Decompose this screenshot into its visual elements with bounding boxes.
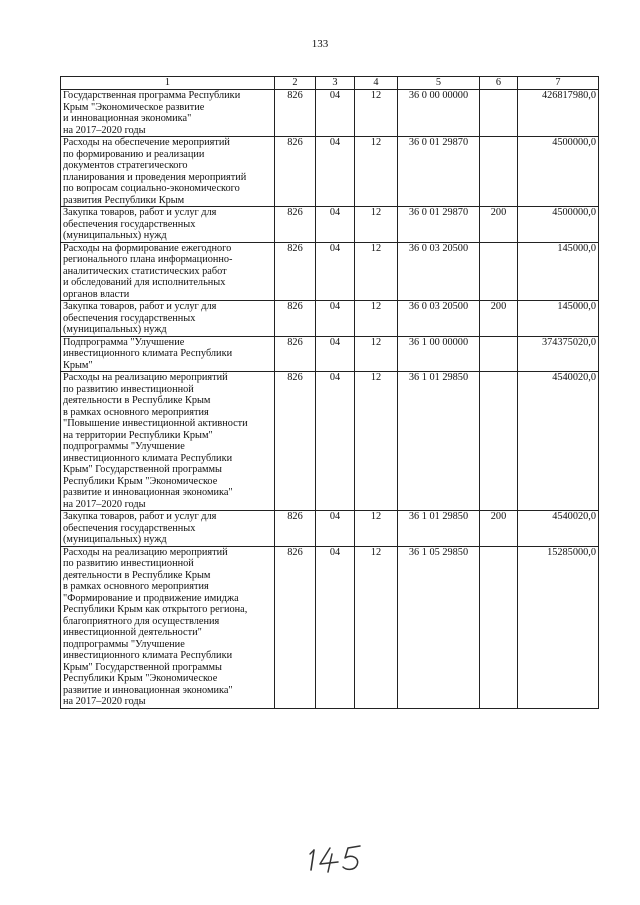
row-target-article: 36 0 01 29870 [398,137,480,207]
row-section-code: 04 [316,511,355,547]
row-ministry-code: 826 [275,90,316,137]
header-col-1: 1 [61,77,275,90]
row-target-article: 36 0 03 20500 [398,242,480,301]
row-amount: 145000,0 [518,242,599,301]
row-ministry-code: 826 [275,546,316,708]
row-amount: 4500000,0 [518,137,599,207]
row-section-code: 04 [316,207,355,243]
row-name: Подпрограмма "Улучшение инвестиционного климата Республики Крым" [61,336,275,372]
table-row [61,546,599,708]
header-col-4: 4 [355,77,398,90]
row-target-article: 36 1 01 29850 [398,511,480,547]
row-expense-type: 200 [480,207,518,243]
row-subsection-code: 12 [355,372,398,511]
row-amount: 15285000,0 [518,546,599,708]
table-row [61,372,599,511]
row-section-code: 04 [316,336,355,372]
row-subsection-code: 12 [355,336,398,372]
row-ministry-code: 826 [275,242,316,301]
row-expense-type: 200 [480,511,518,547]
row-name: Расходы на реализацию мероприятий по развитию инвестиционной деятельности в Республике Крым в рамках основного мероприятия "Повышение инвестиционной активности на территории Республики Крым" подпрограммы "Улучшение инвестиционного климата Республики Крым" Государственной программы Республики Крым "Экономическое развитие и инновационная экономика" на 2017–2020 годы [61,372,275,511]
row-section-code: 04 [316,301,355,337]
row-name: Расходы на реализацию мероприятий по развитию инвестиционной деятельности в Республике Крым в рамках основного мероприятия "Формирование и продвижение имиджа Республики Крым как открытого региона, благоприятного для осуществления инвестиционной деятельности" подпрограммы "Улучшение инвестиционного климата Республики Крым" Государственной программы Республики Крым "Экономическое развитие и инновационная экономика" на 2017–2020 годы [61,546,275,708]
row-target-article: 36 0 03 20500 [398,301,480,337]
row-section-code: 04 [316,137,355,207]
row-target-article: 36 0 00 00000 [398,90,480,137]
handwritten-page-number [308,840,368,874]
row-target-article: 36 1 05 29850 [398,546,480,708]
header-col-5: 5 [398,77,480,90]
table-row [61,137,599,207]
row-name: Закупка товаров, работ и услуг для обеспечения государственных (муниципальных) нужд [61,511,275,547]
row-section-code: 04 [316,372,355,511]
row-subsection-code: 12 [355,90,398,137]
row-section-code: 04 [316,546,355,708]
row-section-code: 04 [316,90,355,137]
row-amount: 4540020,0 [518,511,599,547]
header-col-3: 3 [316,77,355,90]
header-col-2: 2 [275,77,316,90]
row-section-code: 04 [316,242,355,301]
budget-table [60,76,599,709]
row-expense-type [480,372,518,511]
row-expense-type [480,137,518,207]
table-row [61,207,599,243]
row-target-article: 36 1 00 00000 [398,336,480,372]
row-ministry-code: 826 [275,137,316,207]
row-expense-type [480,242,518,301]
row-expense-type [480,546,518,708]
row-name: Закупка товаров, работ и услуг для обеспечения государственных (муниципальных) нужд [61,207,275,243]
row-ministry-code: 826 [275,301,316,337]
row-subsection-code: 12 [355,511,398,547]
row-subsection-code: 12 [355,301,398,337]
row-name: Государственная программа Республики Крым "Экономическое развитие и инновационная экономика" на 2017–2020 годы [61,90,275,137]
row-amount: 374375020,0 [518,336,599,372]
row-target-article: 36 1 01 29850 [398,372,480,511]
row-subsection-code: 12 [355,546,398,708]
row-amount: 426817980,0 [518,90,599,137]
row-name: Закупка товаров, работ и услуг для обеспечения государственных (муниципальных) нужд [61,301,275,337]
row-name: Расходы на обеспечение мероприятий по формированию и реализации документов стратегического планирования и проведения мероприятий по вопросам социально-экономического развития Республики Крым [61,137,275,207]
header-col-6: 6 [480,77,518,90]
row-expense-type [480,336,518,372]
row-amount: 4500000,0 [518,207,599,243]
table-row [61,90,599,137]
row-subsection-code: 12 [355,242,398,301]
row-ministry-code: 826 [275,372,316,511]
table-header-row [61,77,599,90]
row-target-article: 36 0 01 29870 [398,207,480,243]
row-name: Расходы на формирование ежегодного регионального плана информационно- аналитических статистических работ и обследований для исполнительных органов власти [61,242,275,301]
row-expense-type [480,90,518,137]
header-col-7: 7 [518,77,599,90]
table-row [61,336,599,372]
row-ministry-code: 826 [275,511,316,547]
row-subsection-code: 12 [355,207,398,243]
row-subsection-code: 12 [355,137,398,207]
table-row [61,242,599,301]
row-ministry-code: 826 [275,336,316,372]
row-amount: 145000,0 [518,301,599,337]
page-number: 133 [311,38,329,50]
table-row [61,511,599,547]
row-amount: 4540020,0 [518,372,599,511]
row-ministry-code: 826 [275,207,316,243]
table-row [61,301,599,337]
row-expense-type: 200 [480,301,518,337]
